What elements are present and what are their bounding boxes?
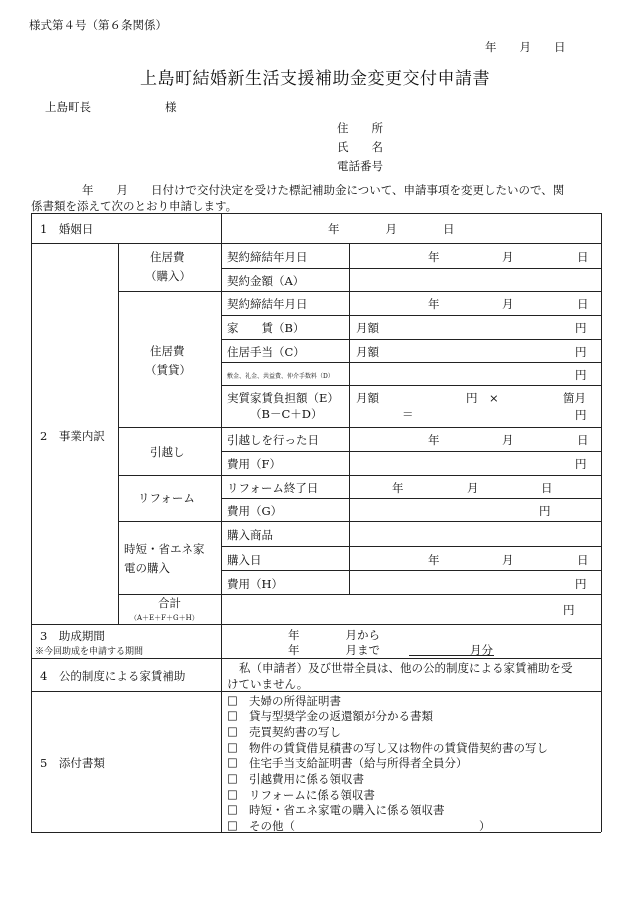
moving-cost-yen: 円 xyxy=(575,457,587,471)
marriage-date-label: 1 婚姻日 xyxy=(40,222,94,236)
actual-rent-yen: 円 xyxy=(575,408,587,422)
eco-item-label: 購入商品 xyxy=(227,528,273,542)
reform-cost-yen: 円 xyxy=(539,504,551,518)
attachment-checkbox[interactable]: □ xyxy=(227,740,238,754)
business-breakdown-label: 2 事業内訳 xyxy=(40,429,105,443)
eco-appliance-label-1: 時短・省エネ家 xyxy=(124,542,205,556)
marriage-date-value: 年 月 日 xyxy=(328,222,455,236)
reform-label: リフォーム xyxy=(138,491,195,505)
form-number: 様式第４号（第６条関係） xyxy=(29,18,167,32)
purchase-contract-month: 月 xyxy=(502,250,514,264)
eco-cost-yen: 円 xyxy=(575,577,587,591)
attachment-checkbox[interactable]: □ xyxy=(227,693,238,707)
moving-year: 年 xyxy=(428,433,440,447)
attachments-label: 5 添付書類 xyxy=(40,756,105,770)
eco-date-label: 購入日 xyxy=(227,553,262,567)
purchase-contract-day: 日 xyxy=(577,250,589,264)
application-date: 年 月 日 xyxy=(485,40,566,54)
reform-cost-label: 費用（G） xyxy=(227,504,283,518)
actual-rent-formula: （B－C＋D） xyxy=(250,407,323,421)
address-label: 住 所 xyxy=(337,121,383,135)
reform-day: 日 xyxy=(541,481,553,495)
housing-allowance-label: 住居手当（C） xyxy=(227,345,305,359)
eco-appliance-label-2: 電の購入 xyxy=(124,561,170,575)
subsidy-period-label: 3 助成期間 xyxy=(40,629,105,643)
rental-contract-day: 日 xyxy=(577,297,589,311)
attachment-checkbox[interactable]: □ xyxy=(227,755,238,769)
addressee: 上島町長 xyxy=(45,100,91,114)
attachment-item: 時短・省エネ家電の購入に係る領収書 xyxy=(249,803,445,817)
total-label: 合計 xyxy=(158,596,181,610)
housing-purchase-sub: （購入） xyxy=(145,269,191,283)
public-subsidy-text-1: 私（申請者）及び世帯全員は、他の公的制度による家賃補助を受 xyxy=(239,661,573,675)
subsidy-period-note: ※今回助成を申請する期間 xyxy=(35,647,144,657)
attachment-item: 夫婦の所得証明書 xyxy=(249,694,341,708)
moving-day: 日 xyxy=(577,433,589,447)
moving-cost-label: 費用（F） xyxy=(227,457,281,471)
reform-month: 月 xyxy=(467,481,479,495)
total-formula: （A＋E＋F＋G＋H） xyxy=(130,614,199,622)
attachment-item: その他（ ） xyxy=(249,819,491,833)
moving-date-label: 引越しを行った日 xyxy=(227,433,319,447)
intro-line-2: 係書類を添えて次のとおり申請します。 xyxy=(31,199,238,213)
allowance-monthly: 月額 xyxy=(356,345,379,359)
phone-label: 電話番号 xyxy=(337,159,383,173)
deposit-yen: 円 xyxy=(575,368,587,382)
period-months-underline xyxy=(409,655,494,656)
rental-contract-year: 年 xyxy=(428,297,440,311)
attachment-item: リフォームに係る領収書 xyxy=(249,788,375,802)
housing-purchase-label: 住居費 xyxy=(150,250,185,264)
eco-year: 年 xyxy=(428,553,440,567)
period-to: 年 月まで xyxy=(288,643,380,657)
rent-label: 家 賃（B） xyxy=(227,321,305,335)
actual-rent-monthly: 月額 xyxy=(356,391,379,405)
rental-contract-month: 月 xyxy=(502,297,514,311)
attachment-checkbox[interactable]: □ xyxy=(227,818,238,832)
deposit-fees-label: 敷金、礼金、共益費、仲介手数料（D） xyxy=(227,373,334,380)
housing-rental-sub: （賃貸） xyxy=(145,363,191,377)
actual-rent-equals: ＝ xyxy=(402,407,414,421)
attachment-item: 貸与型奨学金の返還額が分かる書類 xyxy=(249,709,433,723)
contract-amount-label: 契約金額（A） xyxy=(227,274,305,288)
attachment-item: 売買契約書の写し xyxy=(249,725,341,739)
eco-month: 月 xyxy=(502,553,514,567)
attachment-checkbox[interactable]: □ xyxy=(227,708,238,722)
moving-month: 月 xyxy=(502,433,514,447)
rent-monthly: 月額 xyxy=(356,321,379,335)
eco-cost-label: 費用（H） xyxy=(227,577,284,591)
name-label: 氏 名 xyxy=(337,140,383,154)
actual-rent-label: 実質家賃負担額（E） xyxy=(227,391,339,405)
purchase-contract-date-label: 契約締結年月日 xyxy=(227,250,308,264)
intro-line-1: 年 月 日付けで交付決定を受けた標記補助金について、申請事項を変更したいので、関 xyxy=(82,183,565,197)
honorific: 様 xyxy=(165,100,177,114)
rental-contract-date-label: 契約締結年月日 xyxy=(227,297,308,311)
total-yen: 円 xyxy=(563,603,575,617)
page-title: 上島町結婚新生活支援補助金変更交付申請書 xyxy=(140,69,490,89)
allowance-yen: 円 xyxy=(575,345,587,359)
attachment-item: 物件の賃貸借見積書の写し又は物件の賃貸借契約書の写し xyxy=(249,741,548,755)
attachment-checkbox[interactable]: □ xyxy=(227,802,238,816)
eco-day: 日 xyxy=(577,553,589,567)
attachment-item: 引越費用に係る領収書 xyxy=(249,772,364,786)
reform-year: 年 xyxy=(392,481,404,495)
purchase-contract-year: 年 xyxy=(428,250,440,264)
period-months: 月分 xyxy=(470,643,493,657)
public-subsidy-text-2: けていません。 xyxy=(227,677,309,691)
public-subsidy-label: 4 公的制度による家賃補助 xyxy=(40,669,186,683)
attachment-checkbox[interactable]: □ xyxy=(227,724,238,738)
attachment-checkbox[interactable]: □ xyxy=(227,771,238,785)
attachment-checkbox[interactable]: □ xyxy=(227,787,238,801)
moving-label: 引越し xyxy=(150,445,185,459)
actual-rent-months: 箇月 xyxy=(563,391,586,405)
attachment-item: 住宅手当支給証明書（給与所得者全員分） xyxy=(249,756,468,770)
housing-rental-label: 住居費 xyxy=(150,344,185,358)
period-from: 年 月から xyxy=(288,628,380,642)
rent-yen: 円 xyxy=(575,321,587,335)
actual-rent-times: 円 × xyxy=(466,391,499,405)
reform-end-label: リフォーム終了日 xyxy=(227,481,319,495)
